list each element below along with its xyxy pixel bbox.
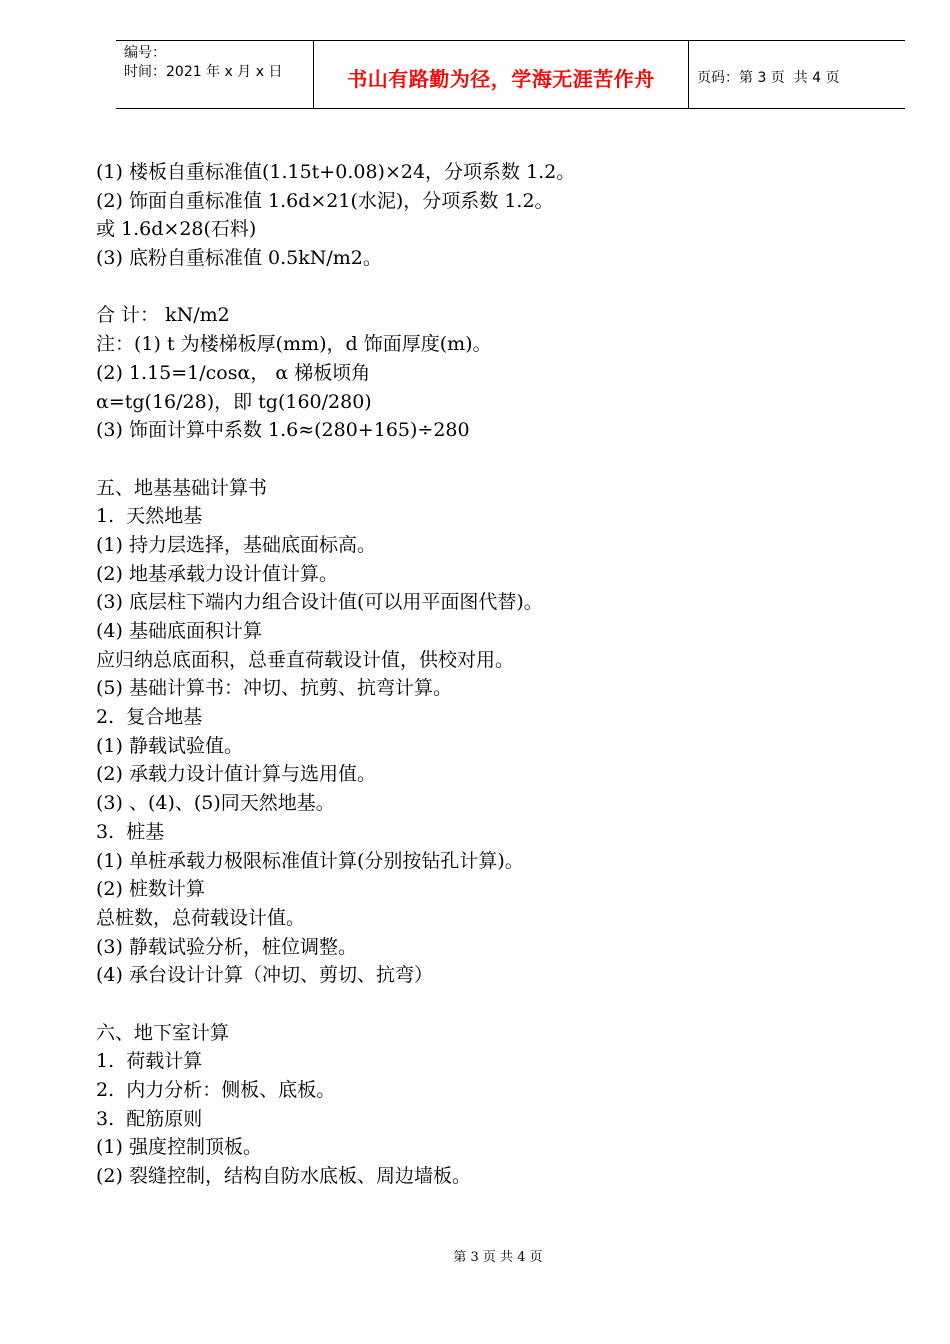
blank-line: [96, 273, 876, 302]
text-line: (2) 桩数计算: [96, 878, 205, 901]
text-line: (2) 承载力设计值计算与选用值。: [96, 763, 376, 786]
text-line: (1) 强度控制顶板。: [96, 1136, 262, 1159]
text-line: (1) 单桩承载力极限标准值计算(分别按钻孔计算)。: [96, 849, 524, 872]
text-line: (3) 、(4)、(5)同天然地基。: [96, 792, 335, 815]
text-line: (2) 1.15=1/cosα， α 梯板顷角: [96, 361, 371, 384]
document-number-label: 编号：: [124, 45, 166, 61]
header-motto: 书山有路勤为径，学海无涯苦作舟: [314, 41, 689, 108]
text-line: 2. 复合地基: [96, 706, 203, 729]
text-line: (1) 楼板自重标准值(1.15t+0.08)×24，分项系数 1.2。: [96, 161, 576, 183]
text-line: 或 1.6d×28(石料): [96, 218, 257, 241]
page-header: [116, 40, 905, 109]
document-body: [96, 158, 876, 1191]
header-page-number: 页码：第 3 页 共 4 页: [697, 69, 840, 86]
blank-line: [96, 990, 876, 1019]
text-line: (2) 饰面自重标准值 1.6d×21(水泥)，分项系数 1.2。: [96, 189, 554, 212]
text-line: (4) 基础底面积计算: [96, 620, 262, 642]
text-line: (3) 底层柱下端内力组合设计值(可以用平面图代替)。: [96, 591, 543, 614]
document-date-label: 时间：2021 年 x 月 x 日: [124, 64, 283, 80]
text-line: (5) 基础计算书：冲切、抗剪、抗弯计算。: [96, 677, 452, 700]
text-line: (1) 持力层选择，基础底面标高。: [96, 533, 376, 556]
text-line: (4) 承台设计计算（冲切、剪切、抗弯）: [96, 964, 433, 987]
blank-line: [96, 445, 876, 474]
text-line: 3. 配筋原则: [96, 1107, 203, 1130]
text-line: 2. 内力分析：侧板、底板。: [96, 1079, 336, 1101]
text-line: 3. 桩基: [96, 820, 165, 843]
text-line: (1) 静载试验值。: [96, 734, 243, 757]
text-line: 六、地下室计算: [96, 1021, 230, 1044]
text-line: 注：(1) t 为楼梯板厚(mm)，d 饰面厚度(m)。: [96, 333, 492, 356]
page-footer: 第 3 页 共 4 页: [453, 1250, 543, 1265]
text-line: (2) 裂缝控制，结构自防水底板、周边墙板。: [96, 1165, 471, 1188]
text-line: (3) 饰面计算中系数 1.6≈(280+165)÷280: [96, 419, 470, 442]
text-line: 五、地基基础计算书: [96, 476, 268, 499]
text-line: α=tg(16/28)，即 tg(160/280): [96, 390, 372, 413]
text-line: 1. 荷载计算: [96, 1050, 203, 1073]
text-line: (3) 静载试验分析，桩位调整。: [96, 935, 357, 958]
text-line: 1. 天然地基: [96, 505, 203, 528]
text-line: 应归纳总底面积，总垂直荷载设计值，供校对用。: [96, 648, 515, 671]
text-line: (2) 地基承载力设计值计算。: [96, 562, 338, 585]
text-line: (3) 底粉自重标准值 0.5kN/m2。: [96, 247, 382, 270]
text-line: 总桩数，总荷载设计值。: [96, 906, 306, 929]
text-line: 合 计： kN/m2: [96, 304, 230, 327]
header-meta: [116, 41, 314, 108]
